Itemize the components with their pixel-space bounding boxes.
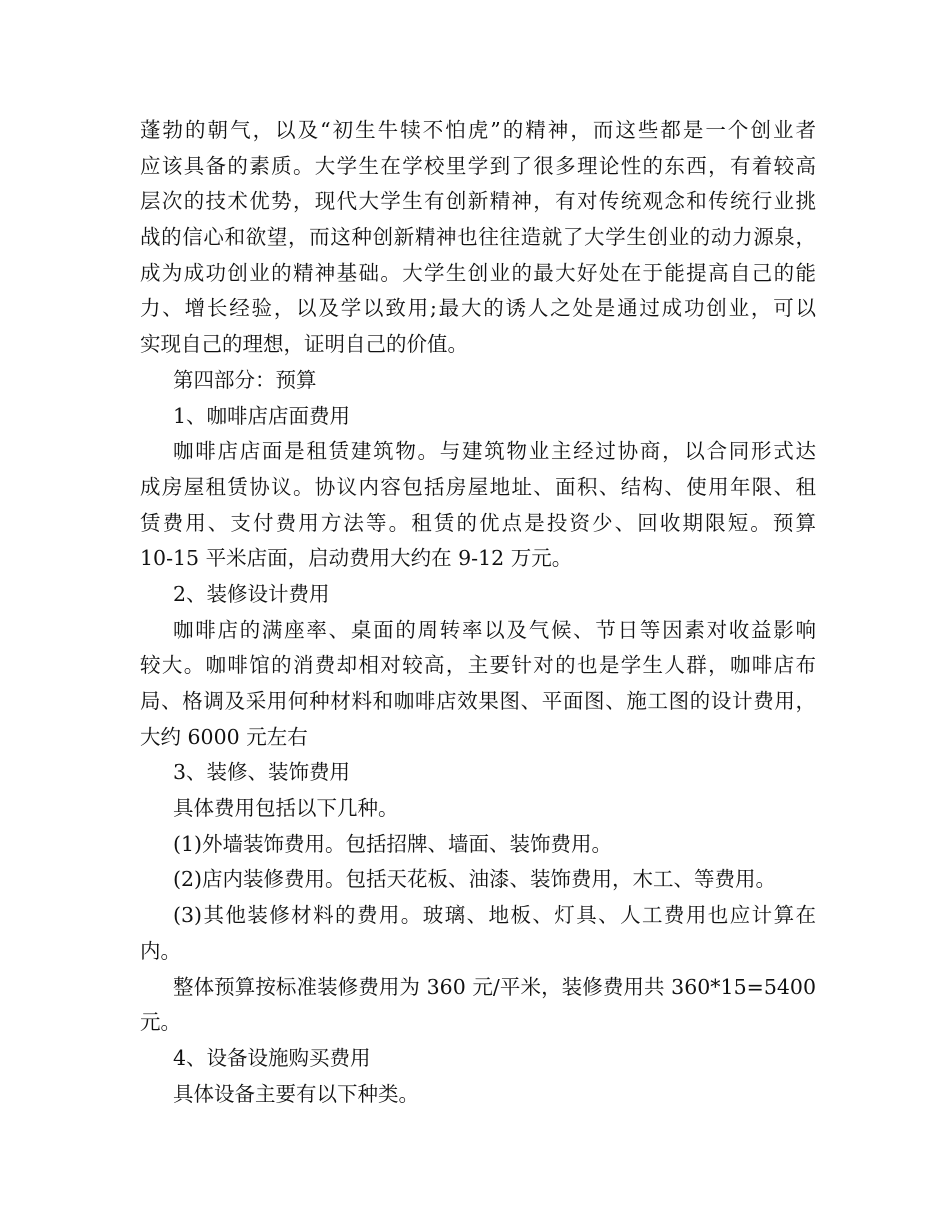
text-line: 整体预算按标准装修费用为 360 元/平米，装修费用共 360*15=5400 bbox=[173, 974, 816, 999]
text-line: 1、咖啡店店面费用 bbox=[173, 403, 351, 428]
text-line: 2、装修设计费用 bbox=[173, 581, 330, 606]
document-page bbox=[140, 113, 816, 1112]
text-line: (1)外墙装饰费用。包括招牌、墙面、装饰费用。 bbox=[173, 831, 613, 856]
text-line: 咖啡店的满座率、桌面的周转率以及气候、节日等因素对收益影响 bbox=[173, 617, 816, 642]
text-line: 实现自己的理想，证明自己的价值。 bbox=[140, 332, 468, 357]
text-line: 咖啡店店面是租赁建筑物。与建筑物业主经过协商，以合同形式达 bbox=[173, 439, 816, 464]
text-line: (3)其他装修材料的费用。玻璃、地板、灯具、人工费用也应计算在 bbox=[173, 903, 816, 928]
text-line: 第四部分：预算 bbox=[173, 367, 317, 392]
text-line: (2)店内装修费用。包括天花板、油漆、装饰费用，木工、等费用。 bbox=[173, 867, 777, 892]
text-line: 元。 bbox=[140, 1010, 181, 1035]
text-line: 力、增长经验，以及学以致用;最大的诱人之处是通过成功创业，可以 bbox=[140, 296, 816, 321]
text-line: 较大。咖啡馆的消费却相对较高，主要针对的也是学生人群，咖啡店布 bbox=[140, 653, 816, 678]
text-line: 内。 bbox=[140, 938, 181, 963]
text-line: 层次的技术优势，现代大学生有创新精神，有对传统观念和传统行业挑 bbox=[140, 189, 816, 214]
text-line: 具体费用包括以下几种。 bbox=[173, 796, 399, 821]
text-line: 3、装修、装饰费用 bbox=[173, 760, 351, 785]
text-line: 蓬勃的朝气，以及“初生牛犊不怕虎”的精神，而这些都是一个创业者 bbox=[140, 118, 816, 142]
text-line: 局、格调及采用何种材料和咖啡店效果图、平面图、施工图的设计费用， bbox=[140, 689, 816, 713]
text-line: 成房屋租赁协议。协议内容包括房屋地址、面积、结构、使用年限、租 bbox=[140, 474, 816, 499]
text-line: 应该具备的素质。大学生在学校里学到了很多理论性的东西，有着较高 bbox=[140, 153, 816, 178]
text-line: 10-15 平米店面，启动费用大约在 9-12 万元。 bbox=[140, 546, 573, 571]
text-line: 成为成功创业的精神基础。大学生创业的最大好处在于能提高自己的能 bbox=[140, 260, 816, 285]
text-line: 大约 6000 元左右 bbox=[140, 724, 308, 749]
text-line: 具体设备主要有以下种类。 bbox=[173, 1081, 419, 1106]
text-line: 4、设备设施购买费用 bbox=[173, 1045, 371, 1070]
text-line: 战的信心和欲望，而这种创新精神也往往造就了大学生创业的动力源泉， bbox=[140, 225, 816, 250]
text-line: 赁费用、支付费用方法等。租赁的优点是投资少、回收期限短。预算 bbox=[140, 510, 816, 535]
